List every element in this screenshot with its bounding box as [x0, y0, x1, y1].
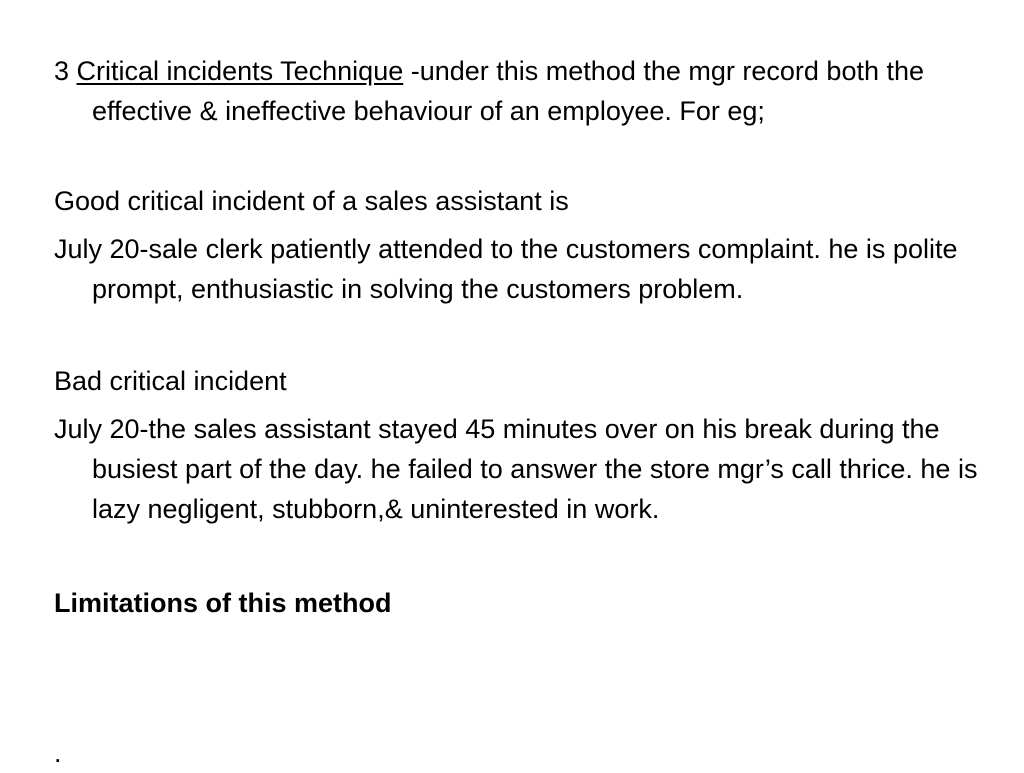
good-incident-example: July 20-sale clerk patiently attended to the customers complaint. he is polite prompt, enthusiastic in solving the customers problem. — [54, 234, 958, 304]
good-incident-heading: Good critical incident of a sales assistant is — [54, 186, 569, 216]
technique-title: Critical incidents Technique — [76, 56, 404, 86]
bad-incident-example: July 20-the sales assistant stayed 45 minutes over on his break during the busiest part of the day. he failed to answer the store mgr’s call thrice. he is lazy negligent, stubborn,& uninterested in work. — [54, 414, 978, 524]
paragraph-critical-incidents-technique — [54, 51, 1012, 131]
trailing-dot: . — [54, 738, 62, 768]
technique-description: -under this method the mgr record both the effective & ineffective behaviour of an employee. For eg; — [92, 56, 925, 126]
bad-incident-heading: Bad critical incident — [54, 366, 287, 396]
limitations-heading: Limitations of this method — [54, 588, 392, 618]
item-number: 3 — [54, 56, 70, 86]
